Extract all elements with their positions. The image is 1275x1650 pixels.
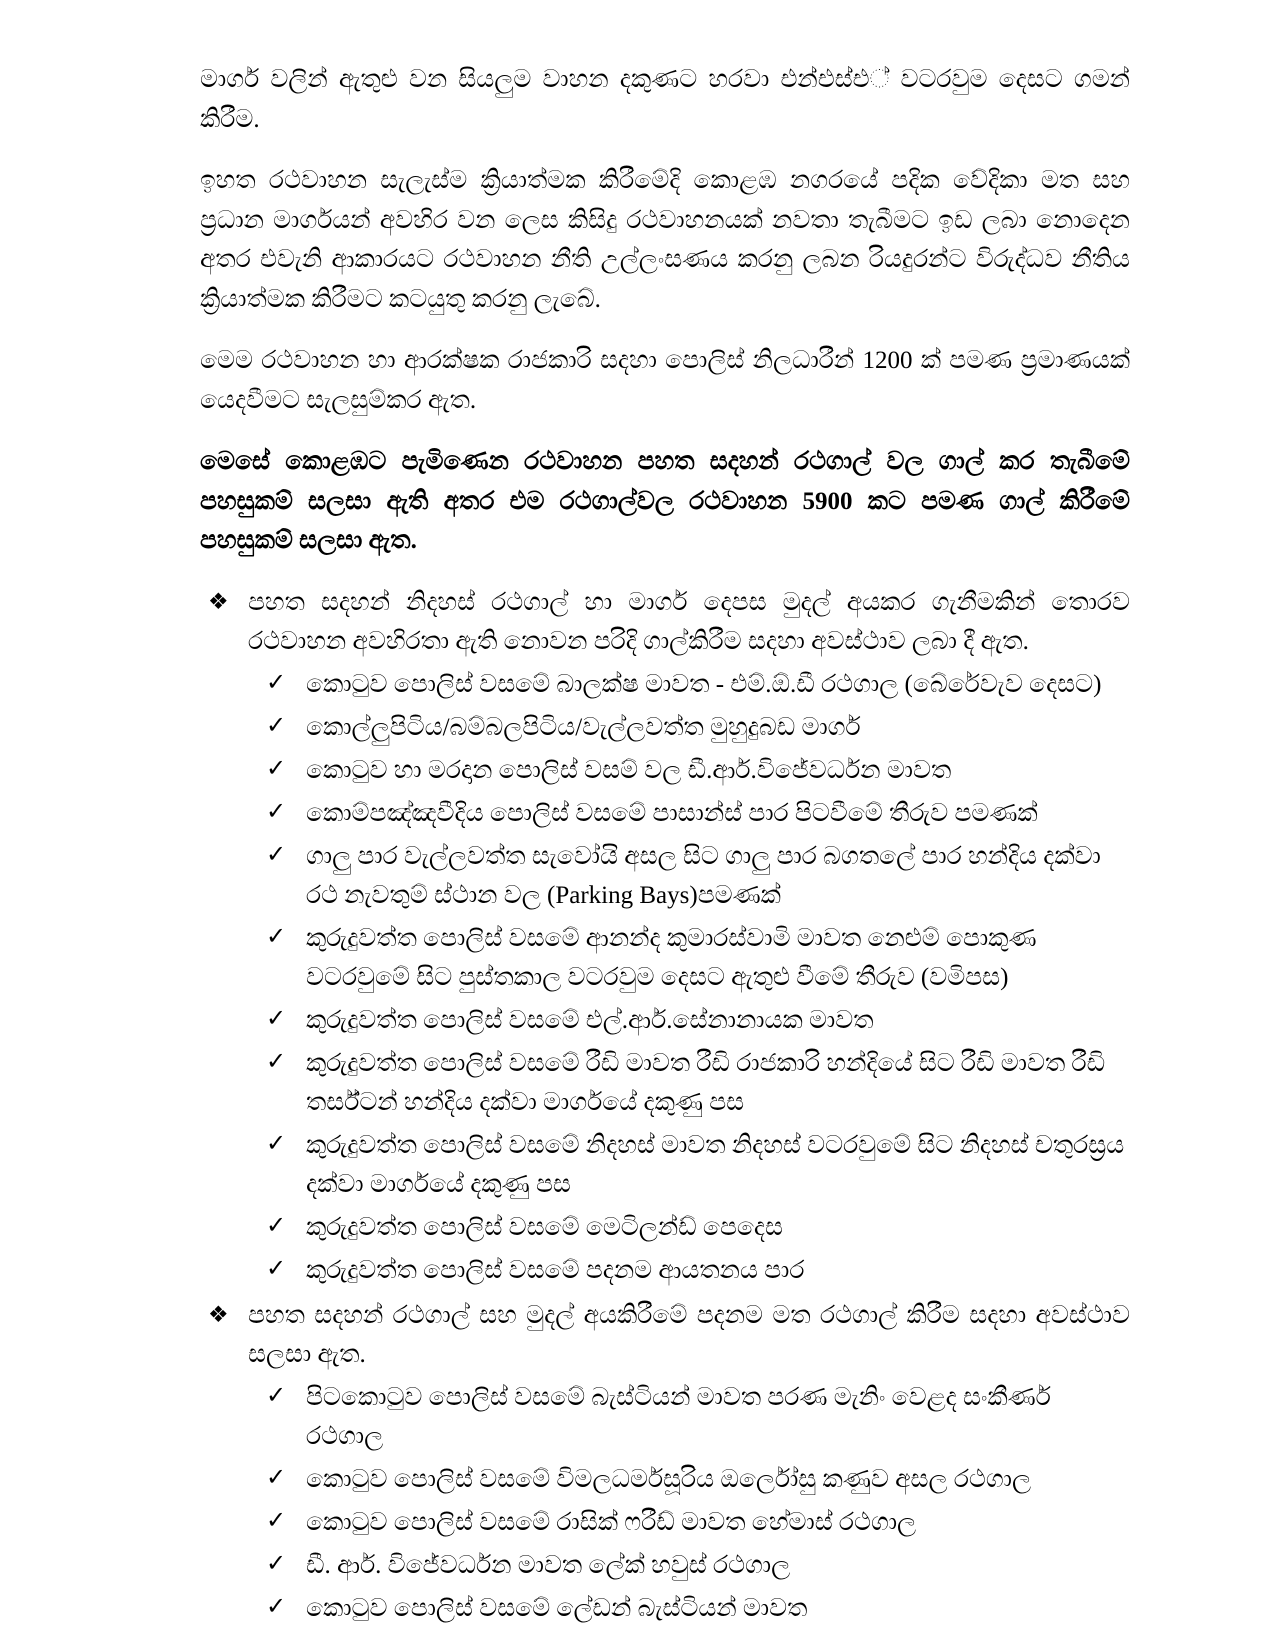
list-item-text: කොම්පඤ්ඤවීදිය පොලිස් වසමේ පාසාන්ස් පාර පිටවීමේ තීරුව පමණක් [306, 799, 1038, 827]
check-bullet-icon: ✓ [266, 1464, 287, 1491]
list-item [248, 1126, 1130, 1204]
list-item-text: කොටුව පොලිස් වසමේ රාසික් ෆරීඩ් මාවත හේමාස් රථගාල [306, 1508, 917, 1536]
list-item [248, 1503, 1130, 1542]
list-item [248, 1460, 1130, 1499]
check-bullet-icon: ✓ [266, 841, 287, 868]
list-item-text: කොල්ලුපිටිය/බම්බලපිටිය/වැල්ලවත්ත මුහුදුබඩ මාර්ග [306, 713, 861, 741]
list-item-text: කොටුව හා මරදාන පොලිස් වසම් වල ඩී.ආර්.විජේවර්ධන මාවත [306, 756, 952, 784]
check-bullet-icon: ✓ [266, 923, 287, 950]
list-item [248, 1044, 1130, 1122]
check-bullet-icon: ✓ [266, 669, 287, 696]
list-item [248, 1546, 1130, 1585]
paragraph-1: මාර්ග වලින් ඇතුළු වන සියලුම වාහන දකුණට හරවා එන්එස්එ් වටරවුම දෙසට ගමන් කිරීම. [200, 66, 1130, 133]
list-item-text: කුරුදුවත්ත පොලිස් වසමේ රීඩි මාවත රීඩි රාජකාරි හන්දියේ සිට රීඩි මාවත රීඩි තර්ස්ටන් හන්දිය දක්වා මාර්ගයේ දකුණු පස [306, 1049, 1106, 1116]
section-free-parking [200, 583, 1130, 1290]
list-item-text: ඩී. ආර්. විජේවර්ධන මාවත ලේක් හවුස් රථගාල [306, 1551, 791, 1579]
paid-parking-items [248, 1378, 1130, 1628]
diamond-bullet-icon: ❖ [208, 588, 229, 614]
check-bullet-icon: ✓ [266, 1130, 287, 1157]
check-bullet-icon: ✓ [266, 1005, 287, 1032]
check-bullet-icon: ✓ [266, 1550, 287, 1577]
paragraph-3: මෙම රථවාහන හා ආරක්ෂක රාජකාරි සදහා පොලිස් නිලධාරීන් 1200 ක් පමණ ප්‍රමාණයක් යෙදවීමට සැලසුම්කර ඇත. [200, 347, 1130, 414]
list-item-text: කොටුව පොලිස් වසමේ ලේඩන් බැස්ටියන් මාවත [306, 1594, 808, 1622]
check-bullet-icon: ✓ [266, 712, 287, 739]
check-bullet-icon: ✓ [266, 1255, 287, 1282]
list-item-text: කොටුව පොලිස් වසමේ විමලධර්මසූරිය ඔර්ලෝසු කණුව අසල රථගාල [306, 1465, 1032, 1493]
list-item [248, 837, 1130, 915]
list-item [248, 1589, 1130, 1628]
section-heading: පහත සදහන් නිදහස් රථගාල් හා මාර්ග දෙපස මුදල් අයකර ගැනීමකින් තොරව රථවාහන අවහිරතා ඇති නොවන පරිදි ගාල්කිරීම සදහා අවස්ථාව ලබා දී ඇත. [248, 588, 1130, 655]
check-bullet-icon: ✓ [266, 755, 287, 782]
check-bullet-icon: ✓ [266, 1382, 287, 1409]
list-item-text: කුරුදුවත්ත පොලිස් වසමේ පදනම ආයතනය පාර [306, 1256, 805, 1284]
check-bullet-icon: ✓ [266, 1507, 287, 1534]
list-item-text: කුරුදුවත්ත පොලිස් වසමේ ආනන්ද කුමාරස්වාමි මාවත නෙළුම් පොකුණ වටරවුමේ සිට පුස්තකාල වටරවුම දෙසට ඇතුළු වීමේ තීරුව (වමිපස) [306, 924, 1037, 991]
check-bullet-icon: ✓ [266, 798, 287, 825]
check-bullet-icon: ✓ [266, 1593, 287, 1620]
diamond-bullet-icon: ❖ [208, 1301, 229, 1327]
list-item [248, 794, 1130, 833]
list-item [248, 1208, 1130, 1247]
section-paid-parking [200, 1296, 1130, 1628]
list-item [248, 1378, 1130, 1456]
list-item [248, 665, 1130, 704]
list-item [248, 1001, 1130, 1040]
list-item-text: කුරුදුවත්ත පොලිස් වසමේ එල්.ආර්.සේනානායක මාවත [306, 1006, 874, 1034]
list-item-text: පිටකොටුව පොලිස් වසමේ බැස්ටියන් මාවත පරණ මැනිං වෙළද සංකීර්ණ රථගාල [306, 1383, 1051, 1450]
list-item [248, 708, 1130, 747]
list-item-text: කොටුව පොලිස් වසමේ බාලක්ෂ මාවත - එම්.ඕ.ඩී රථගාල (බේරේවැව දෙසට) [306, 670, 1102, 698]
check-bullet-icon: ✓ [266, 1048, 287, 1075]
list-item-text: ගාලු පාර වැල්ලවත්ත සැවෝයි අසල සිට ගාලු පාර බගතලේ පාර හන්දිය දක්වා රථ නැවතුම් ස්ථාන වල (Parking Bays)පමණක් [306, 842, 1101, 909]
check-bullet-icon: ✓ [266, 1212, 287, 1239]
list-item [248, 1251, 1130, 1290]
paragraph-4-highlight: මෙසේ කොළඹට පැමිණෙන රථවාහන පහත සදහන් රථගාල් වල ගාල් කර තැබීමේ පහසුකම් සලසා ඇති අතර එම රථගාල්වල රථවාහන 5900 කට පමණ ගාල් කිරීමේ පහසුකම් සලසා ඇත. [200, 448, 1130, 554]
list-item [248, 751, 1130, 790]
list-item-text: කුරුදුවත්ත පොලිස් වසමේ නිදහස් මාවත නිදහස් වටරවුමේ සිට නිදහස් චතුරස්‍රය දක්වා මාර්ගයේ දකුණු පස [306, 1131, 1125, 1198]
paragraph-2: ඉහත රථවාහන සැලැස්ම ක්‍රියාත්මක කිරීමේදි කොළඹ නගරයේ පදික වේදිකා මත සහ ප්‍රධාන මාර්ගයන් අවහිර වන ලෙස කිසිදු රථවාහනයක් නවතා තැබීමට ඉඩ ලබා නොදෙන අතර එවැනි ආකාරයට රථවාහන නීති උල්ලංසණය කරනු ලබන රියදුරන්ට විරුද්ධව නීතිය ක්‍රියාත්මක කිරීමට කටයුතු කරනු ලැබේ. [200, 167, 1130, 313]
list-item-text: කුරුදුවත්ත පොලිස් වසමේ මෙටිලන්ඩ් පෙදෙස [306, 1213, 783, 1241]
section-heading: පහත සදහන් රථගාල් සහ මුදල් අයකිරීමේ පදනම මත රථගාල් කිරීම සදහා අවස්ථාව සලසා ඇත. [248, 1301, 1130, 1368]
sections-list [200, 583, 1130, 1628]
free-parking-items [248, 665, 1130, 1290]
list-item [248, 919, 1130, 997]
